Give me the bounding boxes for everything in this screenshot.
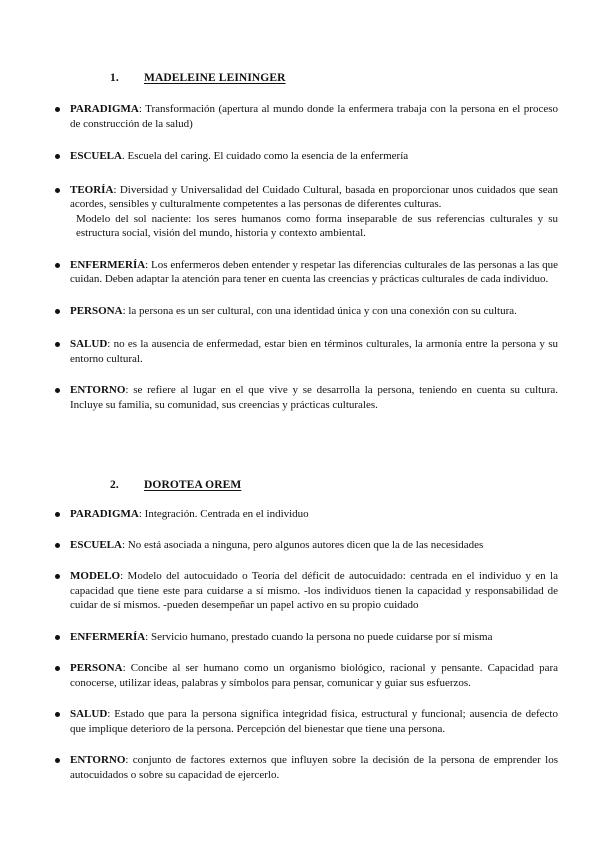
- bullet-icon: [55, 712, 60, 717]
- list-item-salud: [70, 337, 558, 366]
- bullet-icon: [55, 263, 60, 268]
- list-item-salud: [70, 707, 558, 736]
- concept-list: [0, 507, 600, 782]
- bullet-icon: [55, 309, 60, 314]
- bullet-icon: [55, 574, 60, 579]
- list-item-enfermeria: [70, 630, 558, 645]
- section-title: DOROTEA OREM: [144, 479, 242, 491]
- bullet-icon: [55, 107, 60, 112]
- section-heading: [0, 479, 600, 497]
- item-text: . Escuela del caring. El cuidado como la esencia de la enfermería: [121, 150, 409, 162]
- item-text: : conjunto de factores externos que influyen sobre la decisión de la persona de emprender los autocuidados o sobre su capacidad de ejercerlo.: [70, 754, 558, 781]
- item-term: ESCUELA: [70, 538, 122, 551]
- item-term: ENFERMERÍA: [70, 630, 146, 643]
- bullet-icon: [55, 342, 60, 347]
- item-text: : no es la ausencia de enfermedad, estar bien en términos culturales, la armonía entre la persona y su entorno cultural.: [70, 338, 558, 365]
- bullet-icon: [55, 188, 60, 193]
- item-text: : Los enfermeros deben entender y respetar las diferencias culturales de las personas a las que cuidan. Deben adaptar la atención para tener en cuenta las creencias y prácticas culturales de cada individuo.: [70, 258, 558, 285]
- list-item-teoria: [70, 183, 558, 241]
- list-item-paradigma: [70, 507, 558, 522]
- bullet-icon: [55, 543, 60, 548]
- item-text: : No está asociada a ninguna, pero algunos autores dicen que la de las necesidades: [121, 538, 484, 551]
- item-text: : Transformación (apertura al mundo donde la enfermera trabaja con la persona en el proceso de construcción de la salud): [70, 103, 558, 130]
- section-number: 1.: [110, 72, 119, 84]
- item-term: ENTORNO: [70, 384, 126, 396]
- item-text: : Modelo del autocuidado o Teoría del déficit de autocuidado: centrada en el individuo y en la capacidad que tiene este para cuidarse a sí mismo. -los individuos tienen la capacidad y responsabilidad de cuidar de sí mismos. -pueden desempeñar un papel activo en su propio cuidado: [70, 570, 558, 611]
- bullet-icon: [55, 758, 60, 763]
- bullet-icon: [55, 666, 60, 671]
- item-text: : Servicio humano, prestado cuando la persona no puede cuidarse por sí misma: [145, 630, 493, 643]
- item-text: : Estado que para la persona significa integridad física, estructural y funcional; ausencia de defecto que implique deterioro de la persona. Percepción del bienestar que tiene una persona.: [70, 708, 558, 735]
- item-term: SALUD: [70, 708, 108, 720]
- section-leininger: [0, 72, 600, 432]
- section-title: MADELEINE LEININGER: [144, 72, 286, 84]
- item-text: : Integración. Centrada en el individuo: [138, 508, 309, 520]
- bullet-icon: [55, 388, 60, 393]
- item-text: : se refiere al lugar en el que vive y se desarrolla la persona, teniendo en cuenta su cultura. Incluye su familia, su comunidad, sus creencias y prácticas culturales.: [70, 384, 558, 411]
- list-item-persona: [70, 304, 558, 319]
- section-orem: [0, 479, 600, 799]
- item-text: : Concibe al ser humano como un organismo biológico, racional y pensante. Capacidad para conocerse, utilizar ideas, palabras y símbolos para pensar, comunicar y guiar sus esfuerzos.: [70, 662, 558, 689]
- list-item-escuela: [70, 149, 558, 164]
- section-number: 2.: [110, 479, 119, 491]
- list-item-enfermeria: [70, 258, 558, 287]
- item-term: ENFERMERÍA: [70, 258, 146, 271]
- item-term: ENTORNO: [70, 754, 126, 766]
- item-term: SALUD: [70, 338, 108, 350]
- item-term: PERSONA: [70, 304, 123, 317]
- section-heading: [0, 72, 600, 90]
- list-item-escuela: [70, 538, 558, 553]
- bullet-icon: [55, 512, 60, 517]
- concept-list: [0, 102, 600, 412]
- item-term: PARADIGMA: [70, 103, 139, 115]
- list-item-paradigma: [70, 102, 558, 131]
- list-item-persona: [70, 661, 558, 690]
- bullet-icon: [55, 154, 60, 159]
- item-extra-text: Modelo del sol naciente: los seres humanos como forma inseparable de sus referencias culturales y su estructura social, visión del mundo, historia y contexto ambiental.: [76, 212, 558, 239]
- item-term: TEORÍA: [70, 183, 114, 196]
- item-term: PARADIGMA: [70, 508, 139, 520]
- list-item-modelo: [70, 569, 558, 613]
- item-term: PERSONA: [70, 662, 123, 674]
- item-text: : la persona es un ser cultural, con una identidad única y con una conexión con su cultura.: [122, 304, 517, 317]
- list-item-entorno: [70, 753, 558, 782]
- bullet-icon: [55, 635, 60, 640]
- item-term: ESCUELA: [70, 150, 122, 162]
- item-text: : Diversidad y Universalidad del Cuidado Cultural, basada en proporcionar unos cuidados que sean acordes, sensibles y culturalmente competentes a las personas de diferentes culturas.: [70, 183, 558, 210]
- list-item-entorno: [70, 383, 558, 412]
- item-term: MODELO: [70, 570, 121, 582]
